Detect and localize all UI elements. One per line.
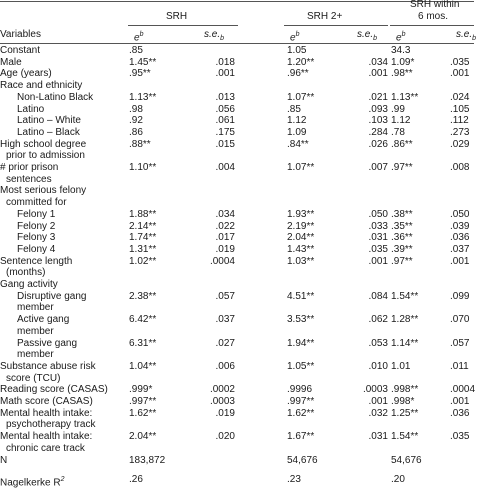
row-label: score (TCU) — [6, 372, 61, 384]
cell-c4: .053 — [368, 337, 388, 349]
cell-c1: 1.62** — [129, 407, 157, 419]
table-row — [0, 92, 474, 103]
cell-c1: .86 — [129, 126, 143, 138]
row-label: Substance abuse risk — [0, 360, 96, 372]
group-header-srh6-line1: SRH within — [410, 0, 460, 10]
cell-c6: .008 — [450, 162, 470, 173]
row-label: psychotherapy track — [6, 419, 96, 431]
cell-c2: .019 — [215, 407, 235, 419]
cell-c5: 54,676 — [391, 454, 422, 466]
row-label: chronic care track — [6, 442, 85, 454]
cell-c2: .175 — [215, 126, 235, 138]
cell-c6: .035 — [450, 56, 470, 68]
cell-c3: 1.43** — [287, 243, 315, 255]
eb-header-3: $e^b$ — [396, 31, 406, 44]
cell-c6: .039 — [450, 220, 470, 232]
cell-c5: .38** — [391, 208, 413, 220]
row-label: # prior prison — [0, 162, 59, 173]
table-row — [0, 279, 474, 290]
cell-c2: .056 — [215, 103, 235, 115]
table-row — [0, 197, 474, 208]
cell-c3: 3.53** — [287, 314, 315, 326]
cell-c5: 1.54** — [391, 290, 419, 302]
table-row — [0, 57, 474, 68]
row-label: Disruptive gang — [17, 290, 87, 302]
table-row — [0, 68, 474, 79]
cell-c6: .0004 — [450, 384, 476, 396]
top-rule — [0, 1, 474, 2]
table-row — [0, 302, 474, 313]
table-row — [0, 408, 474, 419]
header-rule — [0, 43, 474, 44]
cell-c2: .019 — [215, 243, 235, 255]
cell-c2: .037 — [215, 314, 235, 326]
cell-c6: .011 — [450, 360, 469, 372]
cell-c5: 1.09* — [391, 56, 415, 68]
table-row — [0, 396, 474, 407]
cell-c1: 1.02** — [129, 255, 157, 267]
cell-c3: 1.93** — [287, 208, 315, 220]
cell-c1: 1.10** — [129, 162, 157, 173]
cell-c5: 1.12 — [391, 115, 411, 127]
cell-c5: .78 — [391, 126, 405, 138]
cell-c3: 54,676 — [287, 454, 318, 466]
cell-c4: .284 — [368, 126, 388, 138]
row-label: sentences — [6, 173, 52, 185]
table-row — [0, 443, 474, 454]
table-row — [0, 139, 474, 150]
cell-c6: .112 — [450, 115, 469, 127]
table-row — [0, 314, 474, 325]
cell-c4: .062 — [368, 314, 388, 326]
column-header-row — [0, 29, 477, 44]
cell-c4: .007 — [368, 162, 388, 173]
cell-c6: .029 — [450, 138, 470, 150]
cell-c2: .017 — [215, 232, 235, 244]
table-row — [0, 115, 474, 126]
cell-c3: .85 — [287, 103, 301, 115]
cell-c5: 1.13** — [391, 91, 419, 103]
cell-c4: .010 — [368, 360, 388, 372]
cell-c6: .273 — [450, 126, 470, 138]
cell-c3: .96** — [287, 68, 309, 80]
group-underline-srh — [128, 25, 238, 26]
table-row — [0, 349, 474, 360]
cell-c4: .032 — [368, 407, 388, 419]
nagelkerke-srh6: .20 — [391, 474, 405, 485]
table-row — [0, 209, 474, 220]
cell-c1: 1.74** — [129, 232, 157, 244]
row-label: High school degree — [0, 138, 87, 150]
cell-c5: .36** — [391, 232, 413, 244]
cell-c3: 1.67** — [287, 431, 315, 443]
cell-c1: 1.31** — [129, 243, 157, 255]
row-label: Mental health intake: — [0, 407, 93, 419]
nagelkerke-label: Nagelkerke $R^2$ — [0, 476, 65, 488]
table-row — [0, 256, 474, 267]
row-label: member — [17, 349, 54, 361]
table-row — [0, 326, 474, 337]
row-label: Reading score (CASAS) — [0, 384, 108, 396]
cell-c2: .027 — [215, 337, 235, 349]
group-header-srh: SRH — [166, 11, 188, 22]
row-label: Mental health intake: — [0, 431, 93, 443]
cell-c3: .997** — [287, 396, 315, 407]
cell-c6: .001 — [450, 68, 470, 80]
table-row — [0, 174, 474, 185]
row-label: N — [0, 454, 8, 466]
cell-c4: .001 — [368, 255, 388, 267]
cell-c2: .0004 — [209, 255, 235, 267]
cell-c4: .031 — [368, 431, 388, 443]
row-label: Latino – Black — [17, 126, 80, 138]
cell-c5: .39** — [391, 243, 413, 255]
cell-c3: 2.04** — [287, 232, 315, 244]
cell-c3: .9996 — [287, 384, 313, 396]
group-header-srh2: SRH 2+ — [307, 11, 343, 22]
table-row — [0, 419, 474, 430]
row-label: Felony 1 — [17, 208, 56, 220]
cell-c3: 2.19** — [287, 220, 315, 232]
cell-c1: .999* — [129, 384, 153, 396]
cell-c4: .084 — [368, 290, 388, 302]
row-label: member — [17, 325, 54, 337]
cell-c4: .021 — [368, 91, 388, 103]
cell-c6: .036 — [450, 232, 470, 244]
nagelkerke-srh2: .23 — [287, 474, 301, 485]
se-header-3: $s.e._b$ — [456, 29, 477, 42]
group-underline-srh2 — [284, 25, 388, 26]
table-row — [0, 221, 474, 232]
table-row — [0, 361, 474, 372]
table-row — [0, 127, 474, 138]
cell-c6: .099 — [450, 290, 470, 302]
cell-c3: 1.09 — [287, 126, 307, 138]
table-row — [0, 80, 474, 91]
cell-c5: 1.01 — [391, 360, 411, 372]
cell-c3: .84** — [287, 138, 309, 150]
cell-c3: 1.94** — [287, 337, 315, 349]
se-header-2: $s.e._b$ — [357, 29, 378, 42]
cell-c4: .0003 — [362, 384, 388, 396]
cell-c5: .99 — [391, 103, 405, 115]
cell-c2: .0002 — [209, 384, 235, 396]
group-underline-srh6 — [390, 25, 474, 26]
cell-c5: .35** — [391, 220, 413, 232]
cell-c5: 1.28** — [391, 314, 419, 326]
cell-c5: .97** — [391, 162, 413, 173]
cell-c2: .001 — [215, 68, 235, 80]
cell-c6: .037 — [450, 243, 470, 255]
cell-c6: .070 — [450, 314, 470, 326]
cell-c4: .035 — [368, 243, 388, 255]
table-row — [0, 45, 474, 56]
cell-c5: .998** — [391, 384, 419, 396]
row-label: Felony 4 — [17, 243, 56, 255]
cell-c1: 2.38** — [129, 290, 157, 302]
cell-c6: .035 — [450, 431, 470, 443]
cell-c1: 2.04** — [129, 431, 157, 443]
cell-c5: .98** — [391, 68, 413, 80]
cell-c2: .034 — [215, 208, 235, 220]
cell-c5: 1.54** — [391, 431, 419, 443]
row-label: Felony 2 — [17, 220, 56, 232]
cell-c6: .036 — [450, 407, 470, 419]
cell-c3: 1.05** — [287, 360, 315, 372]
table-row — [0, 338, 474, 349]
cell-c1: 183,872 — [129, 454, 166, 466]
eb-header-1: $e^b$ — [134, 31, 144, 44]
cell-c1: .92 — [129, 115, 143, 127]
row-label: Gang activity — [0, 279, 58, 290]
table-row — [0, 185, 474, 196]
row-label: Latino — [17, 103, 45, 115]
cell-c1: 6.42** — [129, 314, 157, 326]
cell-c5: 1.25** — [391, 407, 419, 419]
nagelkerke-row — [0, 474, 474, 488]
table-row — [0, 373, 474, 384]
table-row — [0, 162, 474, 173]
cell-c1: 1.45** — [129, 56, 157, 68]
row-label: Sentence length — [0, 255, 73, 267]
table-row — [0, 104, 474, 115]
cell-c2: .020 — [215, 431, 235, 443]
cell-c6: .105 — [450, 103, 470, 115]
cell-c4: .093 — [368, 103, 388, 115]
cell-c3: 1.20** — [287, 56, 315, 68]
table-row — [0, 232, 474, 243]
cell-c4: .001 — [368, 68, 388, 80]
cell-c1: 1.13** — [129, 91, 157, 103]
cell-c2: .004 — [215, 162, 235, 173]
row-label: Math score (CASAS) — [0, 396, 93, 407]
cell-c6: .024 — [450, 91, 470, 103]
variables-header: Variables — [0, 29, 41, 40]
table-row — [0, 150, 474, 161]
cell-c2: .015 — [215, 138, 235, 150]
cell-c1: .95** — [129, 68, 151, 80]
cell-c6: .057 — [450, 337, 470, 349]
cell-c1: .98 — [129, 103, 143, 115]
cell-c1: 6.31** — [129, 337, 157, 349]
cell-c3: 1.62** — [287, 407, 315, 419]
table-row — [0, 431, 474, 442]
row-label: Felony 3 — [17, 232, 56, 244]
row-label: member — [17, 302, 54, 314]
cell-c6: .050 — [450, 208, 470, 220]
cell-c1: .85 — [129, 45, 143, 56]
cell-c5: 1.14** — [391, 337, 419, 349]
cell-c3: 1.07** — [287, 162, 315, 173]
cell-c4: .050 — [368, 208, 388, 220]
cell-c3: 1.12 — [287, 115, 307, 127]
row-label: Latino – White — [17, 115, 81, 127]
cell-c4: .034 — [368, 56, 388, 68]
cell-c2: .013 — [215, 91, 235, 103]
row-label: Male — [0, 56, 22, 68]
cell-c5: .97** — [391, 255, 413, 267]
cell-c2: .006 — [215, 360, 235, 372]
cell-c4: .026 — [368, 138, 388, 150]
table-row — [0, 244, 474, 255]
row-label: Active gang — [17, 314, 70, 326]
cell-c2: .022 — [215, 220, 235, 232]
nagelkerke-srh: .26 — [129, 474, 143, 485]
row-label: (months) — [6, 267, 46, 279]
cell-c2: .057 — [215, 290, 235, 302]
eb-header-2: $e^b$ — [290, 31, 300, 44]
cell-c6: .001 — [450, 255, 470, 267]
table-row — [0, 384, 474, 395]
cell-c2: .061 — [215, 115, 235, 127]
cell-c1: 1.04** — [129, 360, 157, 372]
row-label: committed for — [6, 197, 67, 209]
cell-c5: .998* — [391, 396, 415, 407]
table-row — [0, 291, 474, 302]
row-label: Non-Latino Black — [17, 91, 94, 103]
row-label: Passive gang — [17, 337, 78, 349]
cell-c6: .001 — [450, 396, 470, 407]
cell-c3: 4.51** — [287, 290, 315, 302]
se-header-1: $s.e._b$ — [204, 29, 225, 42]
cell-c2: .0003 — [209, 396, 235, 407]
cell-c1: .997** — [129, 396, 157, 407]
cell-c4: .031 — [368, 232, 388, 244]
cell-c5: .86** — [391, 138, 413, 150]
cell-c5: 34.3 — [391, 45, 411, 56]
row-label: Race and ethnicity — [0, 80, 83, 92]
row-label: prior to admission — [6, 150, 85, 162]
cell-c3: 1.07** — [287, 91, 315, 103]
cell-c4: .001 — [368, 396, 388, 407]
table-row — [0, 455, 474, 466]
cell-c2: .018 — [215, 56, 235, 68]
cell-c1: 1.88** — [129, 208, 157, 220]
group-header-srh6-line2: 6 mos. — [418, 11, 449, 22]
row-label: Age (years) — [0, 68, 52, 80]
cell-c1: 2.14** — [129, 220, 157, 232]
cell-c3: 1.05 — [287, 45, 307, 56]
cell-c4: .033 — [368, 220, 388, 232]
cell-c4: .103 — [368, 115, 388, 127]
row-label: Most serious felony — [0, 185, 87, 197]
table-row — [0, 267, 474, 278]
cell-c1: .88** — [129, 138, 151, 150]
row-label: Constant — [0, 45, 41, 56]
cell-c3: 1.03** — [287, 255, 315, 267]
